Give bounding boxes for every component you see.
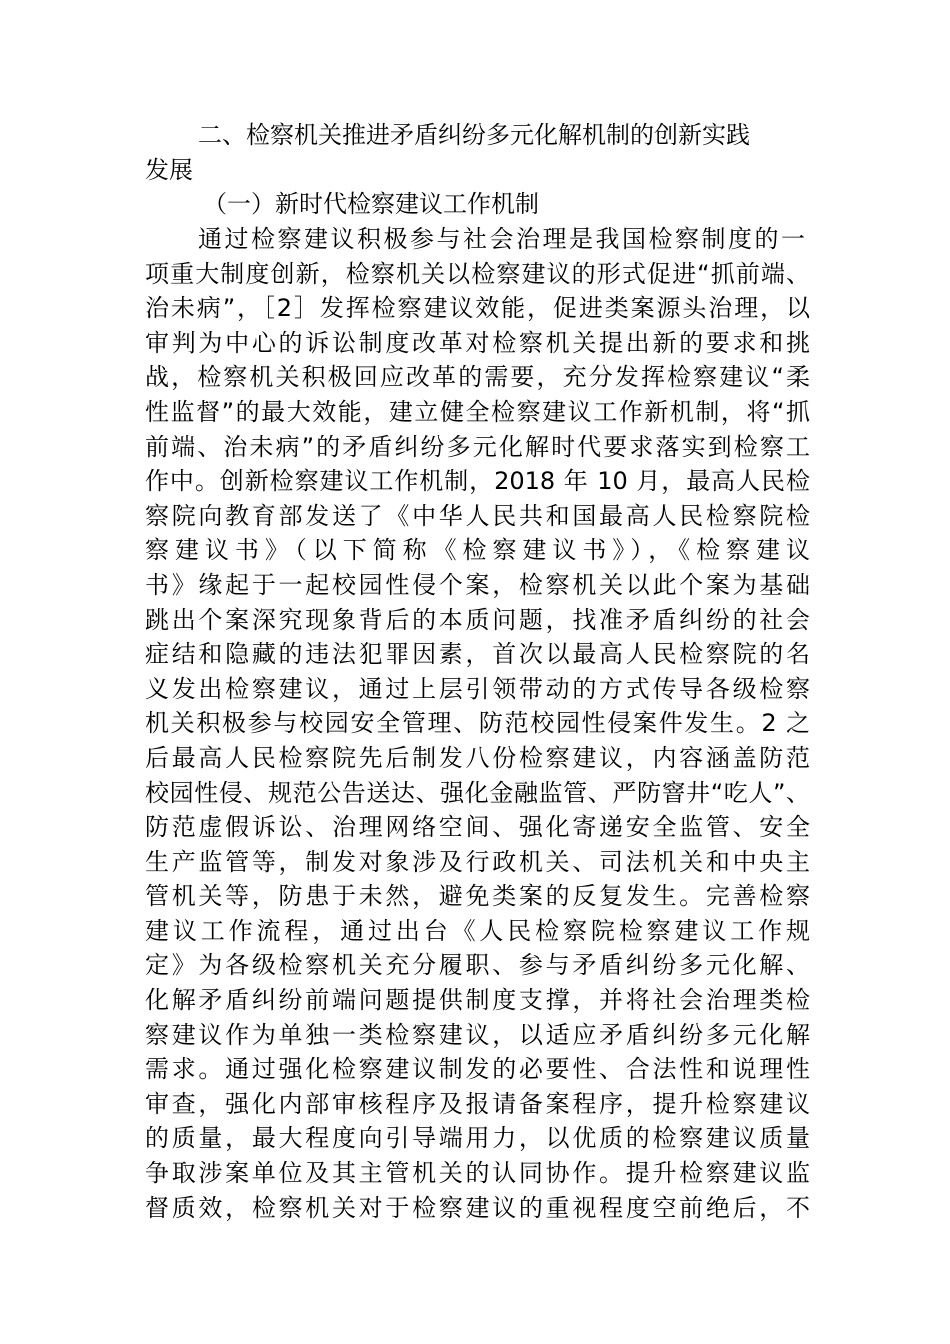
paragraph-line: 性监督”的最大效能，建立健全检察建议工作新机制，将“抓 [145,397,810,426]
paragraph-line: 通过检察建议积极参与社会治理是我国检察制度的一 [198,225,805,253]
paragraph-line: 后最高人民检察院先后制发八份检察建议，内容涵盖防范 [145,743,810,772]
paragraph-line: 治未病”，［2］发挥检察建议效能，促进类案源头治理，以 [145,294,810,323]
section-heading-line-1: 二、检察机关推进矛盾纠纷多元化解机制的创新实践 [198,121,750,149]
paragraph-line: 需求。通过强化检察建议制发的必要性、合法性和说理性 [145,1055,810,1084]
paragraph-line: 察院向教育部发送了《中华人民共和国最高人民检察院检 [145,501,810,530]
paragraph-line: 项重大制度创新，检察机关以检察建议的形式促进“抓前端、 [145,259,810,288]
body-paragraph [145,222,810,1225]
subsection-heading-text: （一）新时代检察建议工作机制 [203,190,539,218]
section-heading [145,118,810,187]
paragraph-line: 化解矛盾纠纷前端问题提供制度支撑，并将社会治理类检 [145,986,810,1015]
paragraph-line: 定》为各级检察机关充分履职、参与矛盾纠纷多元化解、 [145,951,810,980]
paragraph-line: 审判为中心的诉讼制度改革对检察机关提出新的要求和挑 [145,328,810,357]
paragraph-line: 的质量，最大程度向引导端用力，以优质的检察建议质量 [145,1124,810,1153]
paragraph-line: 管机关等，防患于未然，避免类案的反复发生。完善检察 [145,882,810,911]
paragraph-line: 义发出检察建议，通过上层引领带动的方式传导各级检察 [145,674,810,703]
paragraph-line: 审查，强化内部审核程序及报请备案程序，提升检察建议 [145,1089,810,1118]
paragraph-line: 前端、治未病”的矛盾纠纷多元化解时代要求落实到检察工 [145,432,810,461]
paragraph-line: 校园性侵、规范公告送达、强化金融监管、严防窨井“吃人”、 [145,778,810,807]
paragraph-line: 察建议书》（以下简称《检察建议书》），《检察建议 [145,536,810,565]
paragraph-line: 战，检察机关积极回应改革的需要，充分发挥检察建议“柔 [145,363,810,392]
paragraph-line: 察建议作为单独一类检察建议，以适应矛盾纠纷多元化解 [145,1020,810,1049]
paragraph-line: 防范虚假诉讼、治理网络空间、强化寄递安全监管、安全 [145,813,810,842]
paragraph-line: 书》缘起于一起校园性侵个案，检察机关以此个案为基础 [145,570,810,599]
section-heading-line-2: 发展 [145,155,193,184]
subsection-heading [145,187,810,222]
paragraph-line: 生产监管等，制发对象涉及行政机关、司法机关和中央主 [145,847,810,876]
paragraph-line: 机关积极参与校园安全管理、防范校园性侵案件发生。2 之 [145,709,810,738]
paragraph-line: 争取涉案单位及其主管机关的认同协作。提升检察建议监 [145,1159,810,1188]
paragraph-line: 跳出个案深究现象背后的本质问题，找准矛盾纠纷的社会 [145,605,810,634]
paragraph-line: 症结和隐藏的违法犯罪因素，首次以最高人民检察院的名 [145,640,810,669]
paragraph-line: 作中。创新检察建议工作机制，2018 年 10 月，最高人民检 [145,467,810,496]
paragraph-line: 建议工作流程，通过出台《人民检察院检察建议工作规 [145,916,810,945]
paragraph-line: 督质效，检察机关对于检察建议的重视程度空前绝后，不 [145,1193,810,1222]
